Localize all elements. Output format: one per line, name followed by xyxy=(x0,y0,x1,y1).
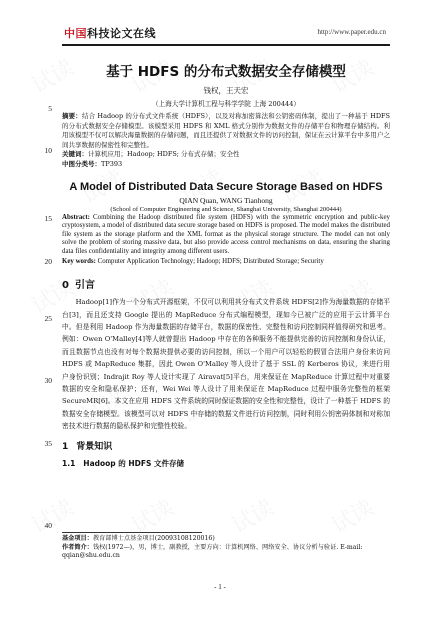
authors-cn: 钱权，王天宏 xyxy=(203,86,249,95)
section-title: 引言 xyxy=(74,280,95,292)
keywords-en xyxy=(62,258,390,267)
section-heading-intro xyxy=(62,276,390,291)
line-number: 20 xyxy=(44,257,52,266)
clc-number xyxy=(62,160,390,170)
section-heading-background xyxy=(62,439,390,452)
subsection-heading-hdfs xyxy=(62,458,390,469)
authors-en: QIAN Quan, WANG Tianhong xyxy=(179,195,273,205)
section-number: 0 xyxy=(62,280,69,292)
footnote xyxy=(62,535,390,561)
keywords-cn xyxy=(62,150,390,160)
page-number: - 1 - xyxy=(214,583,226,591)
subsection-number: 1.1 xyxy=(62,458,76,468)
abstract-cn xyxy=(62,112,390,150)
keywords-cn-label: 关键词： xyxy=(62,150,88,159)
subsection-title: Hadoop 的 HDFS 文件存储 xyxy=(83,458,185,468)
paper-title-en: A Model of Distributed Data Secure Storage Based on HDFS xyxy=(69,180,383,193)
line-numbers xyxy=(0,0,60,620)
keywords-cn-text: 计算机应用；Hadoop; HDFS; 分布式存储；安全性 xyxy=(88,150,240,159)
site-url-link[interactable]: http://www.paper.edu.cn xyxy=(317,28,386,36)
line-number: 10 xyxy=(44,146,52,155)
line-number: 5 xyxy=(48,104,52,113)
footnote-fund xyxy=(62,535,390,544)
abstract-en-label: Abstract: xyxy=(62,213,90,221)
header-rule xyxy=(62,44,390,46)
footnote-author xyxy=(62,544,390,561)
clc-text: TP393 xyxy=(101,159,123,168)
keywords-en-label: Key words: xyxy=(62,257,96,265)
watermark xyxy=(325,491,379,540)
footnote-fund-label: 基金项目： xyxy=(62,535,93,542)
footnote-fund-text: 教育部博士点基金项目(20093108120016) xyxy=(92,535,215,542)
affiliation-cn: （上海大学计算机工程与科学学院 上海 200444） xyxy=(151,100,301,108)
abstract-cn-text: 结合 Hadoop 的分布式文件系统（HDFS），以及对称加密算法和公钥密码体制，提出了一种基于 HDFS 的分布式数据安全存储模型。该模型采用 HDFS 和 XML 格式分别作为数据文件的存储平台和物理存储结构。利用该模型不仅可以解决海量数据的存储问题，而且还提供了对数据文件的访问控制，保证在云计算平台中多用户之间共享数据的保密性和完整性。 xyxy=(62,112,391,149)
section-number: 1 xyxy=(62,441,69,452)
abstract-en xyxy=(62,214,390,257)
line-number: 35 xyxy=(44,439,52,448)
line-number: 30 xyxy=(44,376,52,385)
masthead xyxy=(0,0,440,44)
abstract-en-text: Combining the Hadoop distributed file system (HDFS) with the symmetric encryption and public-key cryptosystem, a model of distributed data secure storage based on HDFS is proposed. The model makes the distributed file system as the storage platform and the XML format as the physical storage structure. The model can not only solve the problem of storing massive data, but also provide access control mechanisms on data, ensuring the sharing data files confidentiality and integrity among different users. xyxy=(62,213,390,255)
abstract-cn-label: 摘要： xyxy=(62,112,82,120)
line-number: 25 xyxy=(44,314,52,323)
line-number: 15 xyxy=(44,214,52,223)
clc-label: 中图分类号： xyxy=(62,159,101,168)
line-number: 40 xyxy=(44,521,52,530)
site-logo[interactable] xyxy=(64,25,156,41)
affiliation-en: (School of Computer Engineering and Science, Shanghai University, Shanghai 200444) xyxy=(110,205,342,213)
section-title: 背景知识 xyxy=(76,441,113,452)
logo-cn-text: 中国 xyxy=(64,27,87,40)
footnote-author-label: 作者简介： xyxy=(62,543,93,551)
paper-body xyxy=(62,54,390,469)
paper-title-cn: 基于 HDFS 的分布式数据安全存储模型 xyxy=(106,64,346,80)
logo-rest-text: 科技论文在线 xyxy=(87,27,156,40)
watermark xyxy=(225,491,279,540)
footnote-rule xyxy=(62,532,202,533)
footnote-author-text: 钱权(1972—)，男，博士，副教授，主要方向：计算机网络、网络安全、协议分析与验证. E-mail: qqian@shu.edu.cn xyxy=(62,543,363,560)
keywords-en-text: Computer Application Technology; Hadoop; HDFS; Distributed Storage; Security xyxy=(97,257,324,265)
intro-paragraph: Hadoop[1]作为一个分布式开源框架，不仅可以利用其分布式文件系统 HDFS[2]作为海量数据的存储平台[3]，而且还支持 Google 提出的 MapReduce 分布式编程模型，现如今已被广泛的应用于云计算平台中。但是利用 Hadoop 作为海量数据的存储平台，数据的保密性、完整性和访问控制同样值得研究和思考。例如：Owen O'Malley[4]等人就曾提出 Hadoop 中存在的各种服务不能提供完善的访问控制和身份认证，而且数据节点也没有对每个数据块提供必要的访问控制，所以一个用户可以轻松的假冒合法用户身份来访问 HDFS 或 MapReduce 集群，因此 Owen O'Malley 等人设计了基于 SSL 的 Kerberos 协议，来进行用户身份识别；Indrajit Roy 等人设计实现了 Airavat[5]平台，用来保证在 MapReduce 计算过程中对重要数据的安全和隐私保护；还有，Wei Wei 等人设计了用来保证在 MapReduce 过程中服务完整性的框架 SecureMR[6]。本文在应用 HDFS 文件系统的同时保证数据的安全性和完整性，设计了一种基于 HDFS 的数据安全存储模型。该模型可以对 HDFS 中存储的数据文件进行访问控制，同时利用公钥密码体制和对称加密技术进行数据的隐私保护和完整性校验。 xyxy=(62,298,390,431)
